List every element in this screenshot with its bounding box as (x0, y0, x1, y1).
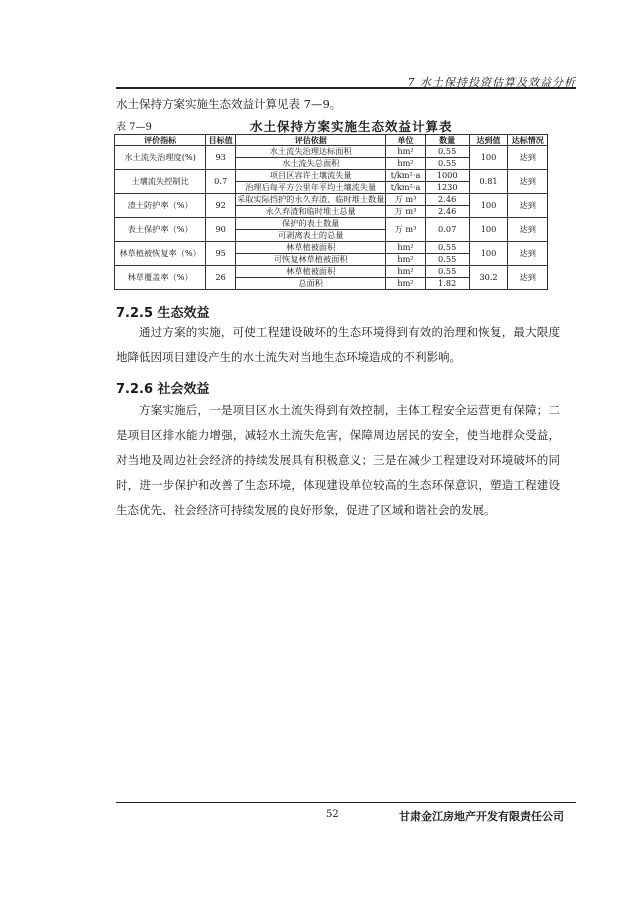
unit-cell: hm² (386, 266, 425, 278)
result-cell: 0.81 (469, 170, 508, 194)
unit-cell: 万 m³ (386, 218, 425, 242)
target-cell: 0.7 (206, 170, 236, 194)
unit-cell: 万 m³ (386, 194, 425, 206)
indicator-cell: 林草植被恢复率（%） (115, 242, 206, 266)
unit-cell: hm² (386, 278, 425, 290)
table-title: 水土保持方案实施生态效益计算表 (250, 119, 453, 134)
page-number: 52 (326, 809, 339, 820)
basis-cell: 保护的表土数量 (236, 218, 386, 230)
basis-cell: 永久弃渣和临时堆土总量 (236, 206, 386, 218)
result-cell: 100 (469, 146, 508, 170)
basis-cell: 治理后每平方公里年平均土壤流失量 (236, 182, 386, 194)
basis-cell: 水土流失总面积 (236, 158, 386, 170)
section-heading-eco: 7.2.5 生态效益 (116, 306, 210, 321)
target-cell: 26 (206, 266, 236, 290)
column-header: 评价指标 (115, 135, 206, 146)
table-row (115, 146, 548, 158)
basis-cell: 项目区容许土壤流失量 (236, 170, 386, 182)
table-row (115, 218, 548, 230)
table-row (115, 194, 548, 206)
result-cell: 100 (469, 242, 508, 266)
column-header: 达到值 (469, 135, 508, 146)
paragraph: 通过方案的实施，可使工程建设破坏的生态环境得到有效的治理和恢复，最大限度地降低因项目建设产生的水土流失对当地生态环境造成的不利影响。 (116, 325, 560, 364)
quantity-cell: 0.07 (425, 218, 469, 242)
result-cell: 100 (469, 218, 508, 242)
quantity-cell: 1230 (425, 182, 469, 194)
result-cell: 30.2 (469, 266, 508, 290)
indicator-cell: 林草覆盖率（%） (115, 266, 206, 290)
quantity-cell: 0.55 (425, 254, 469, 266)
basis-cell: 总面积 (236, 278, 386, 290)
target-cell: 90 (206, 218, 236, 242)
paragraph: 方案实施后，一是项目区水土流失得到有效控制，主体工程安全运营更有保障；二是项目区排水能力增强，减轻水土流失危害，保障周边居民的安全，使当地群众受益，对当地及周边社会经济的持续发展具有积极意义；三是在减少工程建设对环境破坏的同时，进一步保护和改善了生态环境，体现建设单位较高的生态环保意识，塑造工程建设生态优先、社会经济可持续发展的良好形象，促进了区域和谐社会的发展。 (116, 403, 560, 517)
table-header-row (115, 135, 548, 146)
table-row (115, 242, 548, 254)
eco-body (116, 320, 560, 370)
status-cell: 达到 (508, 146, 548, 170)
social-body (116, 398, 560, 523)
column-header: 评估依据 (236, 135, 386, 146)
quantity-cell: 0.55 (425, 266, 469, 278)
quantity-cell: 2.46 (425, 206, 469, 218)
eco-benefit-table (114, 134, 548, 290)
quantity-cell: 0.55 (425, 146, 469, 158)
basis-cell: 可剥离表土的总量 (236, 230, 386, 242)
quantity-cell: 1000 (425, 170, 469, 182)
basis-cell: 水土流失治理达标面积 (236, 146, 386, 158)
basis-cell: 林草植被面积 (236, 266, 386, 278)
table-number: 表 7—9 (116, 122, 152, 133)
quantity-cell: 1.82 (425, 278, 469, 290)
target-cell: 93 (206, 146, 236, 170)
table-row (115, 266, 548, 278)
quantity-cell: 0.55 (425, 242, 469, 254)
unit-cell: hm² (386, 242, 425, 254)
status-cell: 达到 (508, 242, 548, 266)
status-cell: 达到 (508, 194, 548, 218)
header-rule (116, 87, 576, 89)
unit-cell: hm² (386, 254, 425, 266)
column-header: 目标值 (206, 135, 236, 146)
status-cell: 达到 (508, 170, 548, 194)
unit-cell: 万 m³ (386, 206, 425, 218)
footer-rule (116, 802, 576, 803)
page-header-title: 7 水土保持投资估算及效益分析 (407, 76, 576, 89)
table-row (115, 170, 548, 182)
column-header: 单位 (386, 135, 425, 146)
unit-cell: hm² (386, 146, 425, 158)
target-cell: 95 (206, 242, 236, 266)
indicator-cell: 水土流失治理度(%) (115, 146, 206, 170)
company-name: 甘肃金江房地产开发有限责任公司 (399, 810, 564, 823)
status-cell: 达到 (508, 266, 548, 290)
section-heading-social: 7.2.6 社会效益 (116, 382, 210, 397)
quantity-cell: 2.46 (425, 194, 469, 206)
basis-cell: 林草植被面积 (236, 242, 386, 254)
quantity-cell: 0.55 (425, 158, 469, 170)
column-header: 数量 (425, 135, 469, 146)
target-cell: 92 (206, 194, 236, 218)
indicator-cell: 土壤流失控制比 (115, 170, 206, 194)
basis-cell: 采取实际挡护的永久弃渣、临时堆土数量 (237, 194, 385, 205)
indicator-cell: 表土保护率（%） (115, 218, 206, 242)
unit-cell: hm² (386, 158, 425, 170)
result-cell: 100 (469, 194, 508, 218)
status-cell: 达到 (508, 218, 548, 242)
unit-cell: t/km²·a (386, 170, 425, 182)
column-header: 达标情况 (508, 135, 548, 146)
indicator-cell: 渣土防护率（%） (115, 194, 206, 218)
intro-text: 水土保持方案实施生态效益计算见表 7—9。 (116, 97, 342, 111)
basis-cell: 可恢复林草植被面积 (236, 254, 386, 266)
unit-cell: t/km²·a (386, 182, 425, 194)
